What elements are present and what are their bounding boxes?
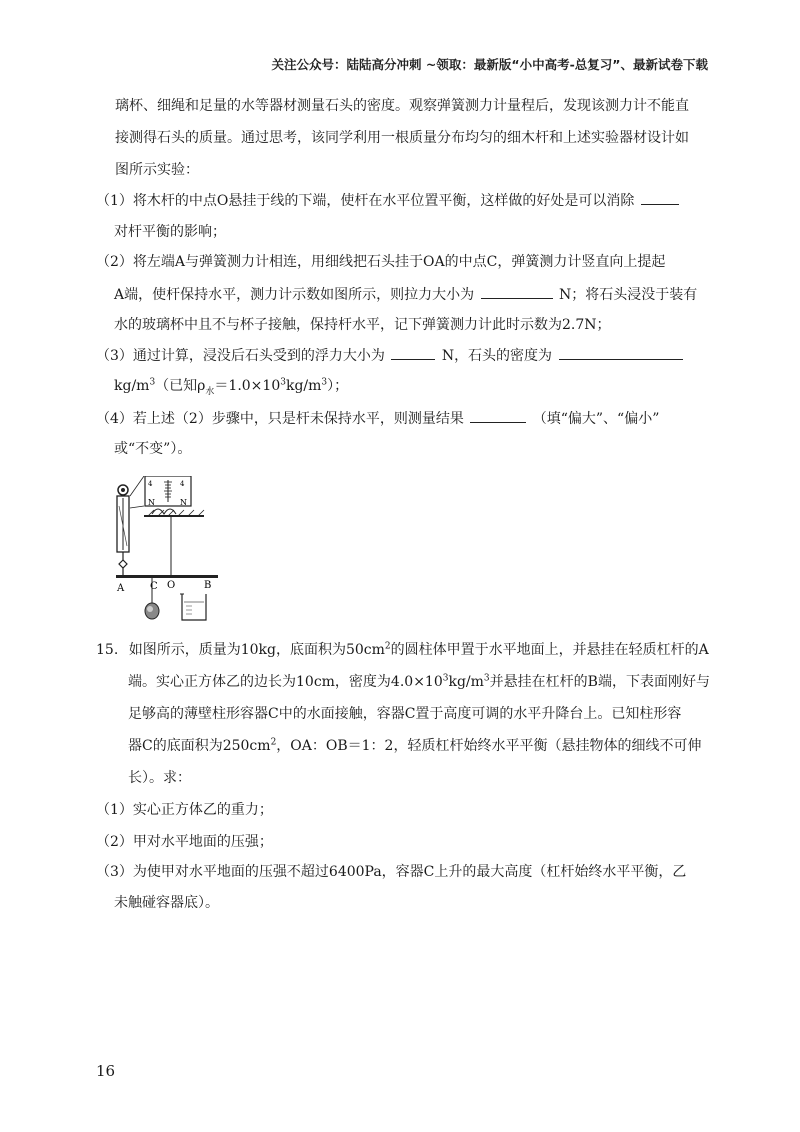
subscript: 水 [205, 386, 215, 397]
lever-label-a: A [117, 583, 125, 594]
superscript: 2 [384, 641, 391, 652]
given-value: ＝1.0×10 [214, 378, 281, 394]
q14-step3-line-1 [96, 345, 685, 366]
lever-label-c: C [150, 581, 158, 592]
q14-step2-text-b: N；将石头浸没于装有 [559, 287, 698, 303]
q14-step4-text-b: （填“偏大”、“偏小” [532, 411, 660, 427]
superscript: 3 [149, 377, 156, 388]
page-number: 16 [96, 1062, 116, 1080]
unit-text: kg/m [114, 378, 150, 394]
answer-blank-1[interactable] [641, 190, 679, 205]
q15-text: 器C的底面积为250cm [128, 738, 271, 754]
q14-step4-text-a: （4）若上述（2）步骤中，只是杆未保持水平，则测量结果 [96, 411, 464, 427]
q14-step1-line-1 [96, 190, 681, 211]
lever-label-b: B [204, 580, 212, 591]
q14-step2-line-1: （2）将左端A与弹簧测力计相连，用细线把石头挂于OA的中点C，弹簧测力计竖直向上提起 [96, 254, 666, 270]
q15-part-3-line-2: 未触碰容器底）。 [114, 895, 219, 911]
scale-unit-n-left: N [148, 498, 155, 507]
q14-step3-text-a: （3）通过计算，浸没后石头受到的浮力大小为 [96, 348, 385, 364]
q14-intro-line-3: 图所示实验： [115, 162, 199, 178]
superscript: 3 [280, 377, 286, 388]
q15-line-2 [128, 672, 710, 692]
q14-step3-text-b: N，石头的密度为 [441, 348, 553, 364]
q15-part-1: （1）实心正方体乙的重力； [96, 802, 273, 818]
q14-step2-text-a: A端，使杆保持水平，测力计示数如图所示，则拉力大小为 [114, 287, 475, 303]
lever-diagram [108, 476, 218, 622]
q14-step3-line-2 [114, 376, 348, 396]
q15-text: kg/m [448, 674, 484, 690]
answer-blank-2[interactable] [481, 284, 553, 299]
q15-text: 并悬挂在杠杆的B端，下表面刚好与 [489, 674, 710, 690]
unit-text: kg/m [285, 378, 322, 394]
question-number: 15. [96, 642, 119, 658]
q15-line-5: 长）。求： [128, 770, 191, 786]
q14-step2-line-3: 水的玻璃杯中且不与杯子接触，保持杆水平，记下弹簧测力计此时示数为2.7N； [114, 317, 611, 333]
q14-step1-line-2: 对杆平衡的影响； [114, 224, 226, 240]
superscript: 3 [483, 673, 490, 684]
q14-intro-line-1: 璃杯、细绳和足量的水等器材测量石头的密度。观察弹簧测力计量程后，发现该测力计不能直 [115, 98, 689, 114]
answer-blank-5[interactable] [470, 408, 526, 423]
q15-text: 的圆柱体甲置于水平地面上，并悬挂在轻质杠杆的A [390, 642, 709, 658]
q15-text: ，OA：OB＝1：2，轻质杠杆始终水平平衡（悬挂物体的细线不可伸 [276, 738, 702, 754]
q14-step4-line-2: 或“不变”）。 [114, 441, 192, 457]
superscript: 2 [270, 737, 277, 748]
q15-part-2: （2）甲对水平地面的压强； [96, 834, 273, 850]
superscript: 3 [442, 673, 449, 684]
q15-line-4 [128, 736, 701, 756]
scale-label-4-right: 4 [180, 480, 185, 488]
q14-step1-text: （1）将木杆的中点O悬挂于线的下端，使杆在水平位置平衡，这样做的好处是可以消除 [96, 193, 635, 209]
answer-blank-3[interactable] [391, 345, 435, 360]
scale-label-4-left: 4 [148, 480, 153, 488]
q15-line-3: 足够高的薄壁柱形容器C中的水面接触，容器C置于高度可调的水平升降台上。已知柱形容 [128, 706, 682, 722]
q14-step2-line-2 [114, 284, 697, 305]
scale-unit-n-right: N [180, 498, 187, 507]
given-text: （已知ρ [155, 378, 206, 394]
q15-text: 端。实心正方体乙的边长为10cm，密度为4.0×10 [128, 674, 443, 690]
lever-experiment-figure [108, 476, 218, 622]
q15-text: 如图所示，质量为10kg，底面积为50cm [128, 642, 385, 658]
lever-label-o: O [167, 580, 176, 591]
q14-step4-line-1 [96, 408, 659, 429]
q15-line-1 [96, 640, 709, 660]
superscript: 3 [321, 377, 328, 388]
answer-blank-4[interactable] [559, 345, 683, 360]
q14-intro-line-2: 接测得石头的质量。通过思考，该同学利用一根质量分布均匀的细木杆和上述实验器材设计如 [115, 130, 689, 146]
q15-part-3-line-1: （3）为使甲对水平地面的压强不超过6400Pa，容器C上升的最大高度（杠杆始终水平平衡，乙 [96, 864, 687, 880]
page-header: 关注公众号：陆陆高分冲刺 ~领取：最新版“小中高考-总复习”、最新试卷下载 [271, 57, 708, 72]
punctuation: ）； [327, 378, 349, 394]
